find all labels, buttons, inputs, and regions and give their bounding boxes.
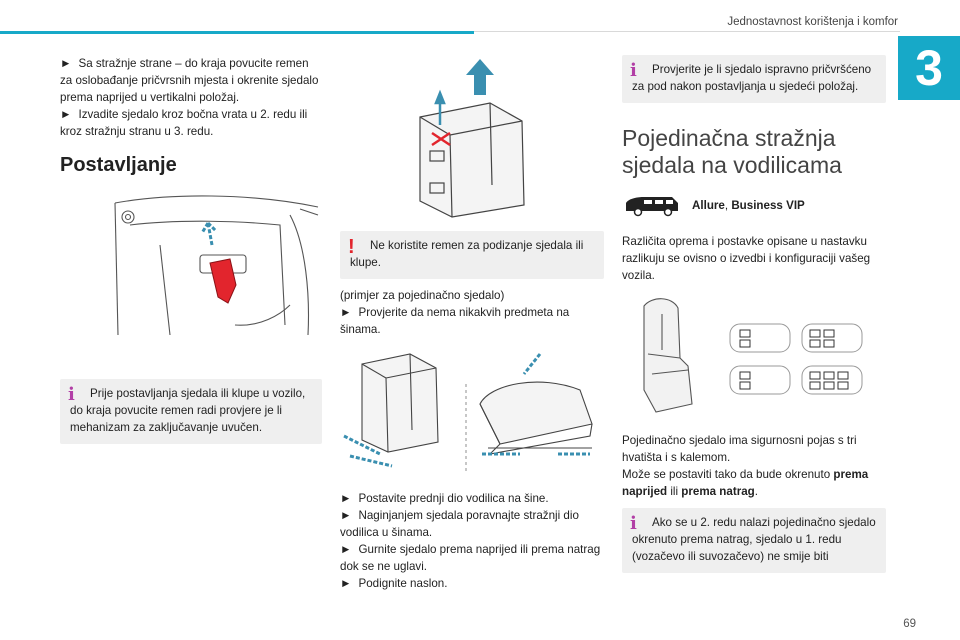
info-note-top-text: Provjerite je li sjedalo ispravno pričvršćeno za pod nakon postavljanja u sjedeći položaj. bbox=[632, 63, 872, 93]
header-accent-rule bbox=[0, 31, 474, 34]
info-icon: i bbox=[630, 60, 637, 81]
instruction-2: ► Izvadite sjedalo kroz bočna vrata u 2. redu ili kroz stražnju stranu u 3. redu. bbox=[60, 108, 308, 138]
section-heading: Postavljanje bbox=[60, 154, 177, 176]
version-availability bbox=[622, 193, 886, 217]
bullet-arrow: ► bbox=[340, 306, 352, 319]
running-title: Jednostavnost korištenja i komfor bbox=[727, 16, 898, 28]
bullet-arrow: ► bbox=[340, 577, 352, 590]
bullet-arrow: ► bbox=[340, 543, 352, 556]
info-note-text: Prije postavljanja sjedala ili klupe u vozilo, do kraja povucite remen radi provjere je li mehanizam za zaključavanje uvučen. bbox=[70, 387, 306, 434]
instruction-1: ► Sa stražnje strane – do kraja povucite remen za oslobađanje pričvrsnih mjesta i okrenite sjedalo prema naprijed u vertikalni položaj. bbox=[60, 57, 319, 104]
info-note-bottom bbox=[622, 508, 886, 573]
bullet-arrow: ► bbox=[340, 509, 352, 522]
warning-note-text: Ne koristite remen za podizanje sjedala ili klupe. bbox=[350, 239, 584, 269]
bullet-arrow: ► bbox=[340, 492, 352, 505]
equipment-paragraph: Različita oprema i postavke opisane u nastavku razlikuju se ovisno o izvedbi i konfiguraciji vašeg vozila. bbox=[622, 235, 871, 282]
warning-icon: ! bbox=[348, 236, 355, 258]
example-caption: (primjer za pojedinačno sjedalo) bbox=[340, 289, 505, 302]
instruction-step-4: ► Podignite naslon. bbox=[340, 577, 448, 590]
belt-paragraph: Pojedinačno sjedalo ima sigurnosni pojas s tri hvatišta i s kalemom. bbox=[622, 434, 857, 464]
illustration-seat-upright bbox=[340, 55, 604, 223]
instruction-step-2: ► Naginjanjem sjedala poravnajte stražnji dio vodilica u šinama. bbox=[340, 509, 579, 539]
column-2 bbox=[340, 55, 604, 592]
column-1 bbox=[60, 55, 322, 444]
orientation-paragraph: Može se postaviti tako da bude okrenuto prema naprijed ili prema natrag. bbox=[622, 468, 869, 498]
page-number: 69 bbox=[903, 618, 916, 630]
instruction-check-rails: ► Provjerite da nema nikakvih predmeta na šinama. bbox=[340, 306, 570, 336]
bullet-arrow: ► bbox=[60, 108, 72, 121]
info-note-bottom-text: Ako se u 2. redu nalazi pojedinačno sjedalo okrenuto prema natrag, sjedalo u 1. redu (vozačevo ili suvozačevo) ne smije biti bbox=[632, 516, 876, 563]
van-icon bbox=[622, 193, 682, 217]
instruction-step-3: ► Gurnite sjedalo prema naprijed ili prema natrag dok se ne uglavi. bbox=[340, 543, 601, 573]
warning-note bbox=[340, 231, 604, 279]
header-thin-rule bbox=[474, 31, 900, 32]
chapter-tab: 3 bbox=[898, 36, 960, 100]
info-icon: i bbox=[630, 513, 637, 534]
illustration-seat-configurations bbox=[622, 294, 886, 424]
versions-text: Allure, Business VIP bbox=[692, 198, 805, 212]
info-icon: i bbox=[68, 384, 75, 405]
bullet-arrow: ► bbox=[60, 57, 72, 70]
info-note bbox=[60, 379, 322, 444]
illustration-seat-on-rails bbox=[340, 344, 604, 484]
illustration-release-strap bbox=[60, 185, 322, 345]
instruction-step-1: ► Postavite prednji dio vodilica na šine. bbox=[340, 492, 549, 505]
section-heading-large: Pojedinačna stražnja sjedala na vodilicama bbox=[622, 125, 842, 178]
column-3 bbox=[622, 55, 886, 573]
info-note-top bbox=[622, 55, 886, 103]
